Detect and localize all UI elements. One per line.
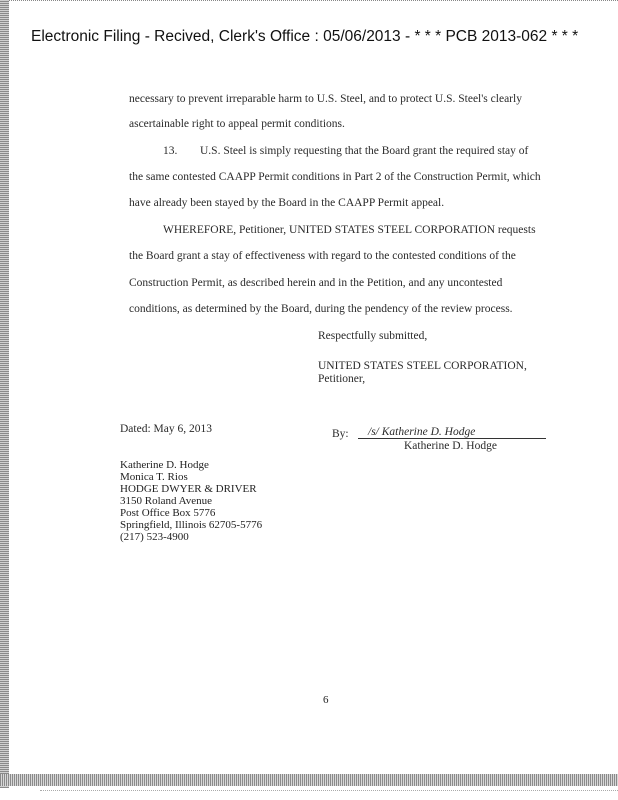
address-line: Springfield, Illinois 62705-5776: [120, 519, 263, 531]
party-name: UNITED STATES STEEL CORPORATION,: [318, 360, 527, 372]
address-line: 3150 Roland Avenue: [120, 495, 213, 507]
paragraph-line: have already been stayed by the Board in the CAAPP Permit appeal.: [129, 197, 445, 209]
paragraph-number: 13.: [163, 145, 178, 157]
address-line: (217) 523-4900: [120, 531, 189, 543]
dated-line: Dated: May 6, 2013: [120, 423, 212, 435]
by-label: By:: [332, 428, 349, 440]
address-line: Katherine D. Hodge: [120, 459, 209, 471]
scan-edge-bottom: [0, 774, 618, 786]
address-line: HODGE DWYER & DRIVER: [120, 483, 257, 495]
paragraph-line: WHEREFORE, Petitioner, UNITED STATES STEEL CORPORATION requests: [163, 224, 536, 236]
paragraph-line: conditions, as determined by the Board, during the pendency of the review process.: [129, 303, 513, 315]
paragraph-line: the Board grant a stay of effectiveness with regard to the contested conditions of the: [129, 250, 516, 262]
closing-text: Respectfully submitted,: [318, 330, 428, 342]
scan-dotted-line: [40, 790, 618, 793]
electronic-signature: /s/ Katherine D. Hodge: [368, 426, 476, 438]
electronic-filing-stamp: Electronic Filing - Recived, Clerk's Office : 05/06/2013 - * * * PCB 2013-062 * * *: [31, 28, 579, 45]
paragraph-line: ascertainable right to appeal permit conditions.: [129, 118, 345, 130]
scan-edge-left: [0, 0, 9, 788]
scan-edge-top: [9, 0, 618, 5]
paragraph-line: Construction Permit, as described herein and in the Petition, and any uncontested: [129, 277, 503, 289]
page-number: 6: [323, 694, 329, 706]
paragraph-line: the same contested CAAPP Permit conditions in Part 2 of the Construction Permit, which: [129, 171, 541, 183]
address-line: Post Office Box 5776: [120, 507, 216, 519]
paragraph-line: U.S. Steel is simply requesting that the Board grant the required stay of: [200, 145, 529, 157]
address-line: Monica T. Rios: [120, 471, 188, 483]
signer-printed-name: Katherine D. Hodge: [404, 440, 497, 452]
paragraph-line: necessary to prevent irreparable harm to U.S. Steel, and to protect U.S. Steel's clearly: [129, 93, 522, 105]
signature-rule: [358, 438, 546, 439]
party-role: Petitioner,: [318, 373, 366, 385]
